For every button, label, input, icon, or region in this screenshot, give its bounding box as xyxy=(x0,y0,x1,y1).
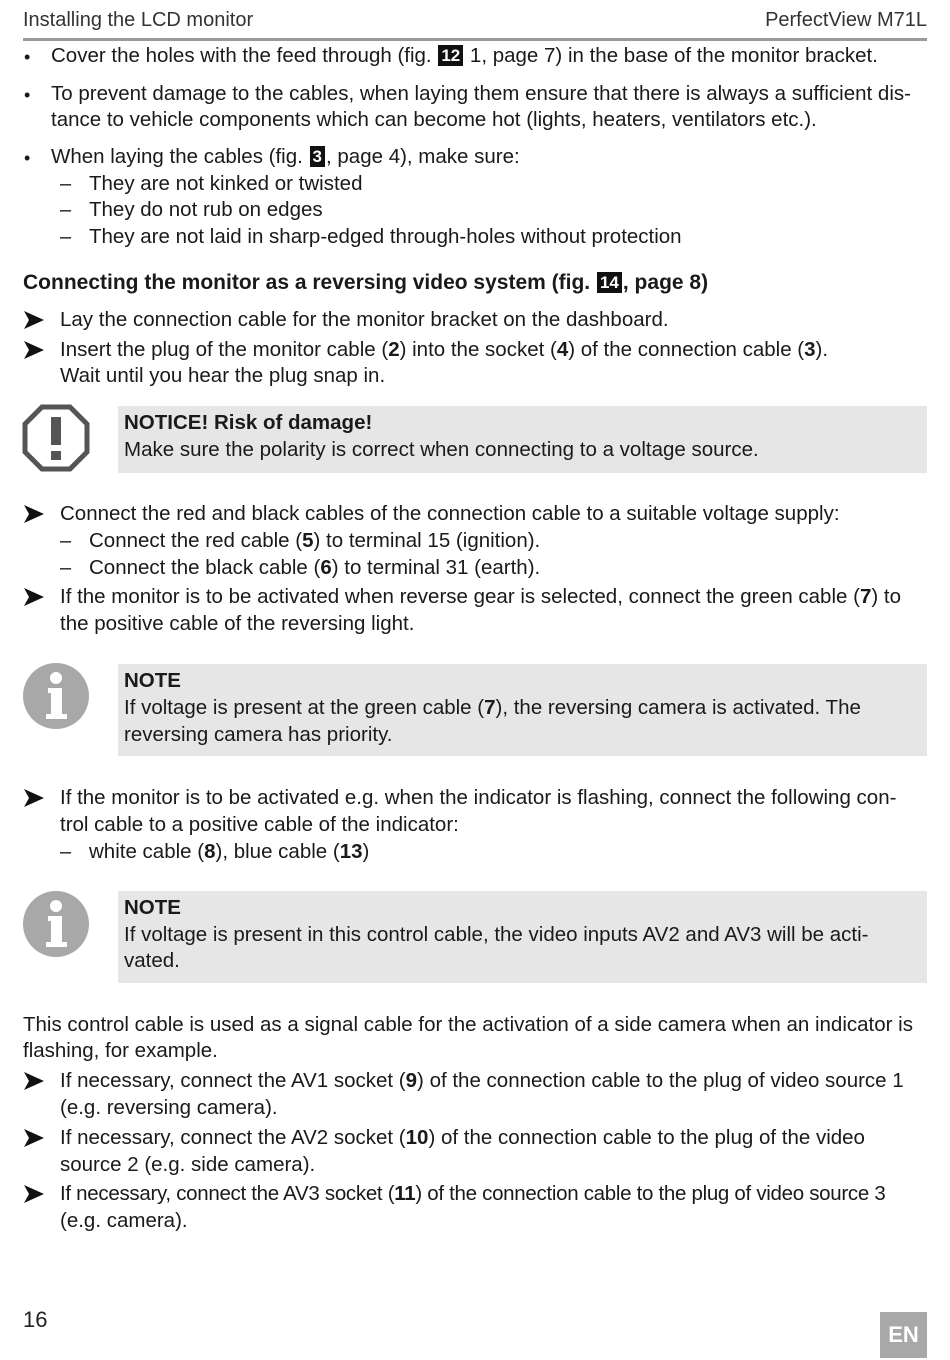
note-body-line2: vated. xyxy=(124,949,180,972)
notice-body: Make sure the polarity is correct when connecting to a voltage source. xyxy=(124,438,759,461)
dash-marker: – xyxy=(60,841,72,863)
sub-item-red-cable: Connect the red cable (5) to terminal 15 (ignition). xyxy=(89,529,541,552)
paragraph-line1: This control cable is used as a signal cable for the activation of a side camera when an indicator is xyxy=(23,1013,913,1036)
info-icon xyxy=(22,662,90,730)
info-icon xyxy=(22,890,90,958)
sub-item-not-kinked: They are not kinked or twisted xyxy=(89,172,363,195)
warning-octagon-icon xyxy=(22,404,90,472)
dash-marker: – xyxy=(60,173,72,195)
figure-ref-badge: 14 xyxy=(597,272,622,293)
header-section-title: Installing the LCD monitor xyxy=(23,9,254,31)
page-number: 16 xyxy=(23,1307,48,1332)
note-box xyxy=(118,664,927,756)
step-insert-plug-line2: Wait until you hear the plug snap in. xyxy=(60,364,386,387)
paragraph-line2: flashing, for example. xyxy=(23,1039,218,1062)
bullet-dot: • xyxy=(24,85,31,105)
bullet-dot: • xyxy=(24,47,31,67)
sub-item-not-sharp: They are not laid in sharp-edged through-holes without protection xyxy=(89,225,682,248)
header-product-name: PerfectView M71L xyxy=(765,9,927,31)
step-arrow-icon xyxy=(24,504,44,524)
bullet-prevent-damage-line1: To prevent damage to the cables, when laying them ensure that there is always a sufficient dis- xyxy=(51,82,911,105)
figure-ref-badge: 3 xyxy=(310,146,325,167)
dash-marker: – xyxy=(60,199,72,221)
figure-ref-badge: 12 xyxy=(438,45,463,66)
step-reverse-gear-line2: the positive cable of the reversing light. xyxy=(60,612,415,635)
step-arrow-icon xyxy=(24,587,44,607)
dash-marker: – xyxy=(60,530,72,552)
sub-item-black-cable: Connect the black cable (6) to terminal 31 (earth). xyxy=(89,556,541,579)
bullet-cover-holes: Cover the holes with the feed through (fig. 12 1, page 7) in the base of the monitor bracket. xyxy=(51,44,878,67)
step-arrow-icon xyxy=(24,340,44,360)
step-arrow-icon xyxy=(24,1128,44,1148)
bullet-dot: • xyxy=(24,148,31,168)
dash-marker: – xyxy=(60,226,72,248)
dash-marker: – xyxy=(60,557,72,579)
note-body-line1: If voltage is present at the green cable (7), the reversing camera is activated. The xyxy=(124,696,861,719)
step-av2-line2: source 2 (e.g. side camera). xyxy=(60,1153,316,1176)
note-title: NOTE xyxy=(124,669,181,692)
note-title: NOTE xyxy=(124,896,181,919)
notice-title: NOTICE! Risk of damage! xyxy=(124,411,373,434)
language-badge: EN xyxy=(880,1312,927,1358)
step-av2: If necessary, connect the AV2 socket (10) of the connection cable to the plug of the video xyxy=(60,1126,865,1149)
step-arrow-icon xyxy=(24,1184,44,1204)
note-box xyxy=(118,891,927,983)
step-connect-red-black: Connect the red and black cables of the connection cable to a suitable voltage supply: xyxy=(60,502,840,525)
section-heading: Connecting the monitor as a reversing video system (fig. 14 , page 8) xyxy=(23,271,709,294)
step-av3: If necessary, connect the AV3 socket (11) of the connection cable to the plug of video source 3 xyxy=(60,1182,886,1205)
step-indicator-line1: If the monitor is to be activated e.g. when the indicator is flashing, connect the following con- xyxy=(60,786,897,809)
sub-item-white-blue-cable: white cable (8), blue cable (13) xyxy=(89,840,370,863)
step-insert-plug: Insert the plug of the monitor cable (2) into the socket (4) of the connection cable (3). xyxy=(60,338,829,361)
step-av1-line2: (e.g. reversing camera). xyxy=(60,1096,278,1119)
bullet-prevent-damage-line2: tance to vehicle components which can become hot (lights, heaters, ventilators etc.). xyxy=(51,108,817,131)
note-body-line1: If voltage is present in this control cable, the video inputs AV2 and AV3 will be acti- xyxy=(124,923,869,946)
step-arrow-icon xyxy=(24,788,44,808)
notice-box xyxy=(118,406,927,473)
step-av1: If necessary, connect the AV1 socket (9) of the connection cable to the plug of video source 1 xyxy=(60,1069,904,1092)
step-lay-cable: Lay the connection cable for the monitor bracket on the dashboard. xyxy=(60,308,669,331)
sub-item-not-rub: They do not rub on edges xyxy=(89,198,323,221)
bullet-laying-cables: When laying the cables (fig. 3 , page 4), make sure: xyxy=(51,145,520,168)
step-arrow-icon xyxy=(24,1071,44,1091)
step-reverse-gear: If the monitor is to be activated when reverse gear is selected, connect the green cable (7) to xyxy=(60,585,901,608)
step-av3-line2: (e.g. camera). xyxy=(60,1209,188,1232)
note-body-line2: reversing camera has priority. xyxy=(124,723,393,746)
step-indicator-line2: trol cable to a positive cable of the indicator: xyxy=(60,813,459,836)
step-arrow-icon xyxy=(24,310,44,330)
page-header xyxy=(23,8,927,41)
